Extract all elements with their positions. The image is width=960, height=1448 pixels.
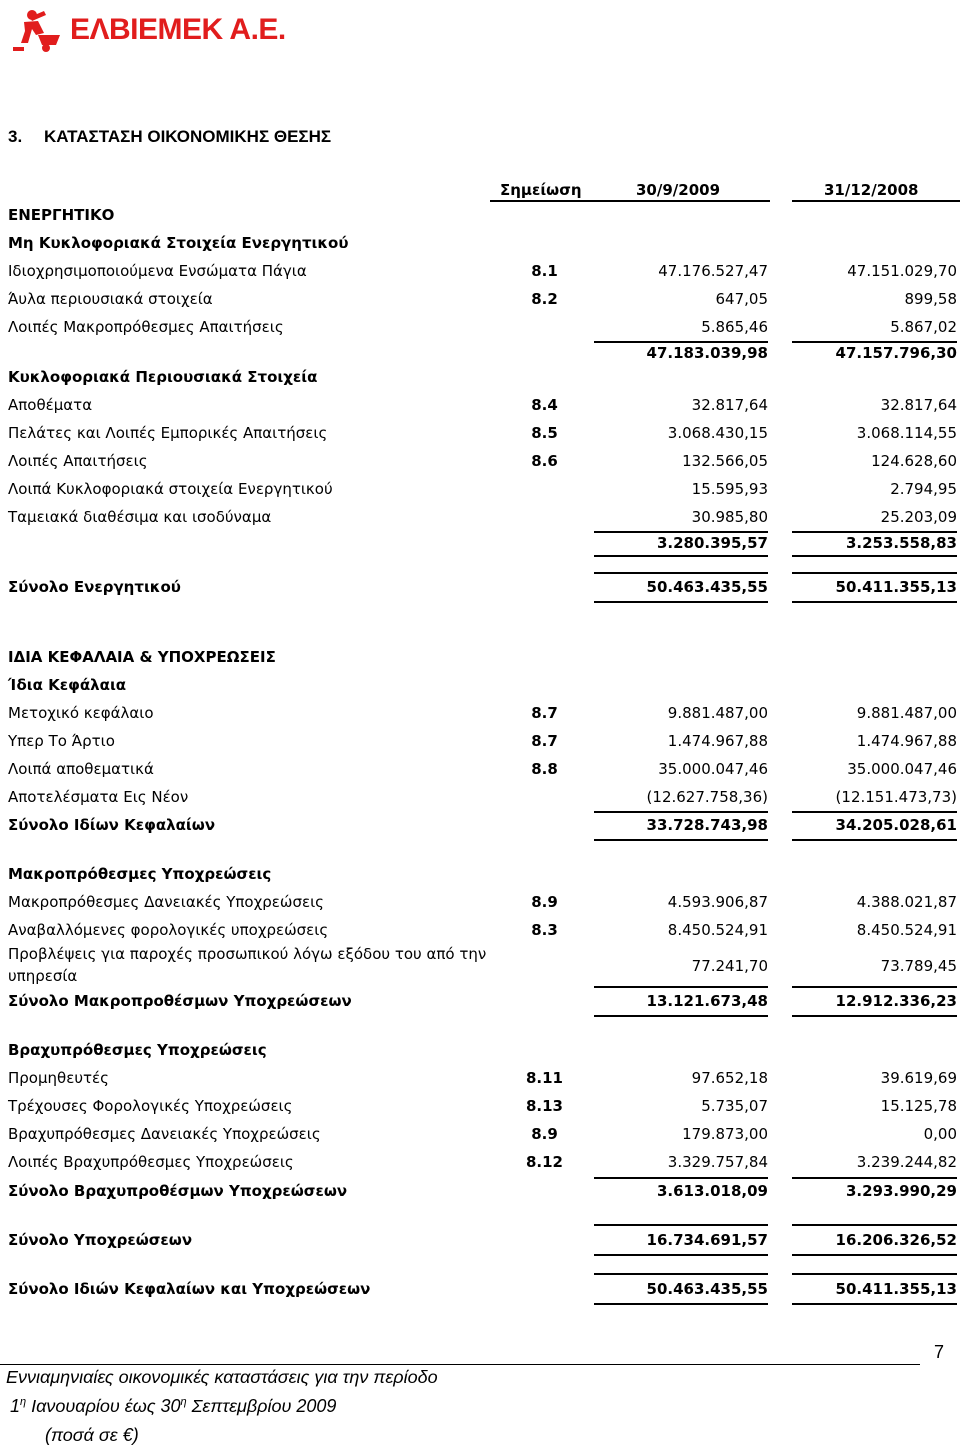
row-label: Μετοχικό κεφάλαιο [8,704,154,722]
row-note: 8.11 [525,1069,563,1087]
row-value-2009: 16.734.691,57 [646,1231,768,1249]
row-value-2009: (12.627.758,36) [646,788,768,806]
footer-line-3: (ποσά σε €) [45,1425,139,1445]
table-row [0,1093,960,1121]
table-row [0,286,960,314]
row-label: Προμηθευτές [8,1069,109,1087]
row-label: Σύνολο Μακροπροθέσμων Υποχρεώσεων [8,992,352,1010]
row-label: Πελάτες και Λοιπές Εμπορικές Απαιτήσεις [8,424,328,442]
table-row [0,258,960,286]
row-note: 8.6 [531,452,558,470]
row-value-2008: 3.239.244,82 [856,1153,957,1171]
footer-line-1: Εννιαμηνιαίες οικονομικές καταστάσεις για την περίοδο [6,1367,438,1387]
row-label: Λοιπές Απαιτήσεις [8,452,148,470]
assets-heading: ΕΝΕΡΓΗΤΙΚΟ [8,206,115,224]
row-value-2008: 47.151.029,70 [847,262,957,280]
company-logo [10,6,286,54]
row-value-2009: 13.121.673,48 [646,992,768,1010]
table-row [0,756,960,784]
row-label: Σύνολο Ιδιών Κεφαλαίων και Υποχρεώσεων [8,1280,371,1298]
total-rule [594,601,768,603]
row-value-2008: 1.474.967,88 [856,732,957,750]
subtotal-rule [594,1015,768,1017]
total-rule [792,1303,957,1305]
row-value-2009: 8.450.524,91 [667,921,768,939]
row-label: Σύνολο Βραχυπροθέσμων Υποχρεώσεων [8,1182,348,1200]
table-row [0,1149,960,1177]
row-note: 8.1 [531,262,558,280]
footer-text: Ιανουαρίου έως 30 [26,1396,181,1416]
row-label: Λοιπές Μακροπρόθεσμες Απαιτήσεις [8,318,284,336]
longterm-total-row [0,988,960,1016]
row-value-2008: 39.619,69 [880,1069,957,1087]
header-col2: 31/12/2008 [824,181,919,199]
total-rule [792,1254,957,1256]
row-value-2008: 34.205.028,61 [835,816,957,834]
subtotal-rule [792,555,957,557]
row-value-2009: 97.652,18 [691,1069,768,1087]
row-value-2008: 2.794,95 [890,480,957,498]
row-value-2009: 77.241,70 [691,957,768,975]
page-number: 7 [934,1342,945,1362]
row-value-2009: 33.728.743,98 [646,816,768,834]
header-col1: 30/9/2009 [636,181,721,199]
footer-day-start: 1 [10,1396,21,1416]
total-rule [594,1303,768,1305]
equity-total-row [0,812,960,840]
subtotal-rule [792,839,957,841]
longterm-heading: Μακροπρόθεσμες Υποχρεώσεις [8,865,272,883]
row-value-2009: 15.595,93 [691,480,768,498]
row-value-2009: 47.183.039,98 [646,344,768,362]
row-label: Λοιπά αποθεματικά [8,760,154,778]
row-value-2008: 35.000.047,46 [847,760,957,778]
row-value-2009: 5.865,46 [701,318,768,336]
header-note: Σημείωση [500,181,582,199]
table-row [0,889,960,917]
equity-heading: Ίδια Κεφάλαια [8,676,127,694]
row-value-2009: 50.463.435,55 [646,578,768,596]
current-heading-row [0,364,960,392]
total-rule [792,1273,957,1275]
table-row [0,784,960,812]
table-row [0,476,960,504]
row-value-2008: 3.068.114,55 [856,424,957,442]
noncurrent-heading-row [0,230,960,258]
subtotal-rule [792,1015,957,1017]
table-row [0,917,960,945]
row-label: Σύνολο Ιδίων Κεφαλαίων [8,816,216,834]
row-value-2009: 32.817,64 [691,396,768,414]
equity-heading-row [0,672,960,700]
row-value-2009: 35.000.047,46 [658,760,768,778]
row-value-2008: 32.817,64 [880,396,957,414]
assets-total-row [0,574,960,602]
footer-line-2 [10,1396,336,1417]
row-note: 8.7 [531,732,558,750]
current-heading: Κυκλοφοριακά Περιουσιακά Στοιχεία [8,368,318,386]
liabilities-heading: ΙΔΙΑ ΚΕΦΑΛΑΙΑ & ΥΠΟΧΡΕΩΣΕΙΣ [8,648,276,666]
table-row [0,1065,960,1093]
shortterm-heading-row [0,1037,960,1065]
row-value-2008: 15.125,78 [880,1097,957,1115]
table-row [0,420,960,448]
row-value-2009: 30.985,80 [691,508,768,526]
row-value-2008: 124.628,60 [871,452,957,470]
footer-text: Σεπτεμβρίου 2009 [186,1396,337,1416]
subtotal-rule [594,839,768,841]
company-name: ΕΛΒΙΕΜΕΚ Α.Ε. [70,13,286,46]
worker-with-wheelbarrow-icon [10,7,64,53]
row-value-2009: 179.873,00 [682,1125,768,1143]
longterm-heading-row [0,861,960,889]
row-value-2008: (12.151.473,73) [835,788,957,806]
row-label: Ταμειακά διαθέσιμα και ισοδύναμα [8,508,272,526]
total-rule [594,1273,768,1275]
row-value-2009: 132.566,05 [682,452,768,470]
row-label: Αναβαλλόμενες φορολογικές υποχρεώσεις [8,921,329,939]
row-value-2008: 3.253.558,83 [845,534,957,552]
row-value-2009: 647,05 [715,290,768,308]
row-label: Βραχυπρόθεσμες Δανειακές Υποχρεώσεις [8,1125,321,1143]
row-value-2008: 5.867,02 [890,318,957,336]
row-label: Άυλα περιουσιακά στοιχεία [8,290,213,308]
row-label: Αποθέματα [8,396,93,414]
total-rule [594,1254,768,1256]
row-value-2008: 0,00 [923,1125,957,1143]
liabilities-heading-row [0,644,960,672]
row-label: Μακροπρόθεσμες Δανειακές Υποχρεώσεις [8,893,324,911]
row-label: Τρέχουσες Φορολογικές Υποχρεώσεις [8,1097,293,1115]
current-total-row [0,530,960,558]
shortterm-heading: Βραχυπρόθεσμες Υποχρεώσεις [8,1041,267,1059]
provisions-label: Προβλέψεις για παροχές προσωπικού λόγω εξόδου του από την υπηρεσία [8,945,487,985]
row-label: Αποτελέσματα Εις Νέον [8,788,189,806]
row-value-2008: 3.293.990,29 [845,1182,957,1200]
row-note: 8.4 [531,396,558,414]
row-note: 8.5 [531,424,558,442]
row-value-2009: 50.463.435,55 [646,1280,768,1298]
row-value-2009: 47.176.527,47 [658,262,768,280]
row-value-2009: 3.280.395,57 [656,534,768,552]
row-value-2009: 9.881.487,00 [667,704,768,722]
row-value-2008: 12.912.336,23 [835,992,957,1010]
section-title-text: ΚΑΤΑΣΤΑΣΗ ΟΙΚΟΝΟΜΙΚΗΣ ΘΕΣΗΣ [44,127,332,146]
row-note: 8.12 [525,1153,563,1171]
row-note: 8.3 [531,921,558,939]
row-value-2008: 899,58 [904,290,957,308]
row-note: 8.7 [531,704,558,722]
subtotal-rule [594,555,768,557]
noncurrent-heading: Μη Κυκλοφοριακά Στοιχεία Ενεργητικού [8,234,349,252]
provisions-row [0,953,960,981]
table-row [0,700,960,728]
shortterm-total-row [0,1178,960,1206]
table-row [0,1121,960,1149]
section-title [8,127,331,147]
row-label: Ιδιοχρησιμοποιούμενα Ενσώματα Πάγια [8,262,307,280]
row-note: 8.13 [525,1097,563,1115]
row-note: 8.9 [531,893,558,911]
footer-sup: η [20,1396,27,1408]
table-row [0,392,960,420]
row-value-2008: 8.450.524,91 [856,921,957,939]
row-label: Σύνολο Ενεργητικού [8,578,181,596]
row-value-2008: 4.388.021,87 [856,893,957,911]
row-label: Λοιπές Βραχυπρόθεσμες Υποχρεώσεις [8,1153,294,1171]
table-row [0,314,960,342]
row-value-2008: 73.789,45 [880,957,957,975]
row-value-2009: 1.474.967,88 [667,732,768,750]
row-note: 8.9 [531,1125,558,1143]
grand-total-row [0,1276,960,1304]
footer-rule [0,1364,920,1365]
row-value-2009: 3.068.430,15 [667,424,768,442]
row-value-2008: 47.157.796,30 [835,344,957,362]
row-value-2008: 25.203,09 [880,508,957,526]
row-value-2008: 16.206.326,52 [835,1231,957,1249]
row-label: Σύνολο Υποχρεώσεων [8,1231,193,1249]
row-label: Υπερ Το Άρτιο [8,732,115,750]
row-value-2009: 3.613.018,09 [656,1182,768,1200]
footer-sup: η [180,1396,187,1408]
row-value-2009: 5.735,07 [701,1097,768,1115]
row-value-2008: 50.411.355,13 [835,1280,957,1298]
row-value-2009: 4.593.906,87 [667,893,768,911]
total-rule [792,1224,957,1226]
total-rule [792,601,957,603]
total-rule [594,1224,768,1226]
row-note: 8.2 [531,290,558,308]
table-row [0,728,960,756]
table-row [0,448,960,476]
row-value-2009: 3.329.757,84 [667,1153,768,1171]
table-row [0,504,960,532]
liabilities-total-row [0,1227,960,1255]
row-value-2008: 50.411.355,13 [835,578,957,596]
row-value-2008: 9.881.487,00 [856,704,957,722]
assets-heading-row [0,202,960,230]
section-number: 3. [8,127,23,146]
row-note: 8.8 [531,760,558,778]
row-label: Λοιπά Κυκλοφοριακά στοιχεία Ενεργητικού [8,480,333,498]
